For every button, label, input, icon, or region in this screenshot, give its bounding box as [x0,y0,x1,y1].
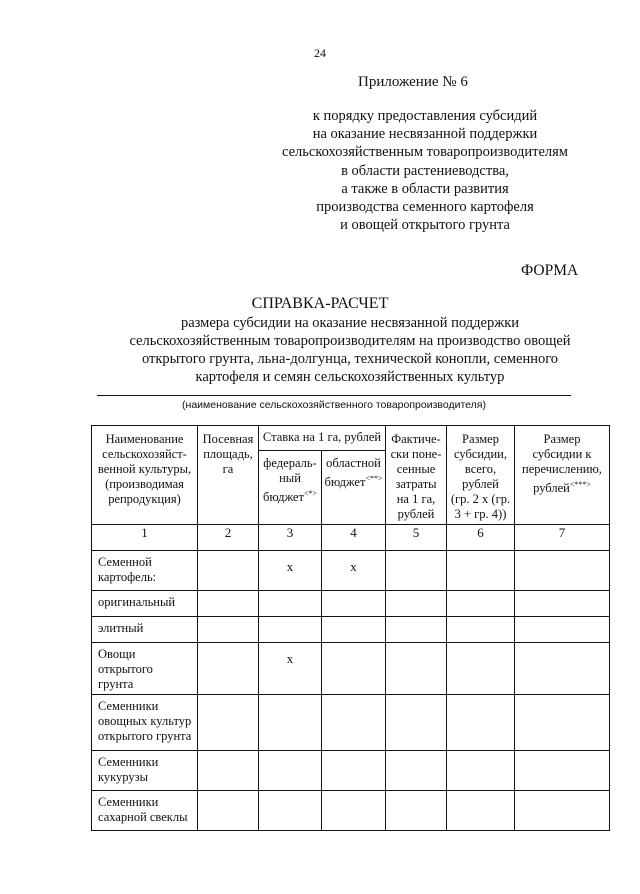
appendix-line: и овощей открытого грунта [340,217,510,234]
appendix-title: Приложение № 6 [358,74,468,90]
cell-actual-costs[interactable] [386,591,447,617]
appendix-line: в области растениеводства, [341,162,509,179]
cell-subsidy-total[interactable] [447,751,515,791]
header-subsidy-total: Размер субсидии, всего, рублей (гр. 2 х (гр. 3 + гр. 4)) [447,426,515,525]
page-number: 24 [314,46,326,60]
header-federal-budget: федераль- ный бюджет<*> [259,451,322,525]
column-number: 3 [259,525,322,551]
cell-subsidy-transfer[interactable] [515,751,610,791]
column-number: 5 [386,525,447,551]
cell-subsidy-total[interactable] [447,591,515,617]
table-row [92,695,610,751]
form-label: ФОРМА [521,262,579,279]
appendix-line: производства семенного картофеля [316,199,534,216]
appendix-line: а также в области развития [341,180,509,197]
cell-federal-mark: х [259,643,322,695]
column-number: 7 [515,525,610,551]
document-subtitle [60,314,640,386]
header-sown-area: Посевная площадь, га [198,426,259,525]
table-row [92,643,610,695]
cell-subsidy-transfer[interactable] [515,617,610,643]
cell-sown-area[interactable] [198,751,259,791]
cell-actual-costs[interactable] [386,791,447,831]
table-row [92,591,610,617]
cell-actual-costs[interactable] [386,695,447,751]
cell-sown-area[interactable] [198,643,259,695]
table-row [92,791,610,831]
cell-subsidy-total[interactable] [447,695,515,751]
table-row [92,751,610,791]
cell-subsidy-total[interactable] [447,551,515,591]
cell-federal-budget[interactable] [259,695,322,751]
column-number-row [92,525,610,551]
column-number: 2 [198,525,259,551]
cell-regional-budget[interactable] [322,695,386,751]
table-row [92,617,610,643]
cell-regional-mark: х [322,551,386,591]
cell-actual-costs[interactable] [386,617,447,643]
header-rate-per-ha: Ставка на 1 га, рублей [259,426,386,451]
producer-name-line[interactable] [97,395,571,396]
appendix-line: на оказание несвязанной поддержки [312,126,538,143]
cell-federal-budget[interactable] [259,751,322,791]
row-label-elite: элитный [92,617,198,643]
subsidy-table [91,425,610,831]
cell-sown-area[interactable] [198,591,259,617]
subtitle-line: сельскохозяйственным товаропроизводителям на производство овощей [129,333,571,349]
header-actual-costs: Фактиче- ски поне- сенные затраты на 1 га, рублей [386,426,447,525]
header-regional-budget: областной бюджет<**> [322,451,386,525]
column-number: 1 [92,525,198,551]
cell-sown-area[interactable] [198,551,259,591]
appendix-line: сельскохозяйственным товаропроизводителям [282,144,568,161]
row-label-vegetable-seed-plants: Семенники овощных культур открытого грунта [92,695,198,751]
cell-federal-budget[interactable] [259,591,322,617]
column-number: 4 [322,525,386,551]
document-title: СПРАВКА-РАСЧЕТ [251,295,389,312]
cell-regional-budget[interactable] [322,643,386,695]
cell-federal-budget[interactable] [259,791,322,831]
cell-subsidy-transfer[interactable] [515,643,610,695]
cell-subsidy-transfer[interactable] [515,551,610,591]
row-label-corn-seed-plants: Семенники кукурузы [92,751,198,791]
cell-regional-budget[interactable] [322,791,386,831]
cell-regional-budget[interactable] [322,617,386,643]
cell-regional-budget[interactable] [322,591,386,617]
cell-subsidy-transfer[interactable] [515,695,610,751]
appendix-description [270,107,580,234]
header-subsidy-transfer: Размер субсидии к перечислению, рублей<***> [515,426,610,525]
cell-federal-budget[interactable] [259,617,322,643]
cell-sown-area[interactable] [198,617,259,643]
cell-subsidy-transfer[interactable] [515,591,610,617]
appendix-line: к порядку предоставления субсидий [312,108,538,124]
subtitle-line: размера субсидии на оказание несвязанной поддержки [180,315,520,331]
cell-sown-area[interactable] [198,791,259,831]
producer-name-caption: (наименование сельскохозяйственного товаропроизводителя) [182,399,486,411]
row-label-original: оригинальный [92,591,198,617]
cell-subsidy-total[interactable] [447,643,515,695]
row-label-seed-potato: Семенной картофель: [92,551,198,591]
cell-subsidy-total[interactable] [447,617,515,643]
subtitle-line: картофеля и семян сельскохозяйственных культур [195,369,505,385]
cell-regional-budget[interactable] [322,751,386,791]
cell-federal-mark: х [259,551,322,591]
table-row [92,551,610,591]
cell-actual-costs[interactable] [386,551,447,591]
column-number: 6 [447,525,515,551]
cell-actual-costs[interactable] [386,643,447,695]
cell-sown-area[interactable] [198,695,259,751]
cell-actual-costs[interactable] [386,751,447,791]
row-label-sugar-beet-seed-plants: Семенники сахарной свеклы [92,791,198,831]
cell-subsidy-total[interactable] [447,791,515,831]
row-label-open-field-vegetables: Овощи открытого грунта [92,643,198,695]
header-crop-name: Наименование сельскохозяйст- венной культуры, (производимая репродукция) [92,426,198,525]
cell-subsidy-transfer[interactable] [515,791,610,831]
subtitle-line: открытого грунта, льна-долгунца, технической конопли, семенного [141,351,559,367]
